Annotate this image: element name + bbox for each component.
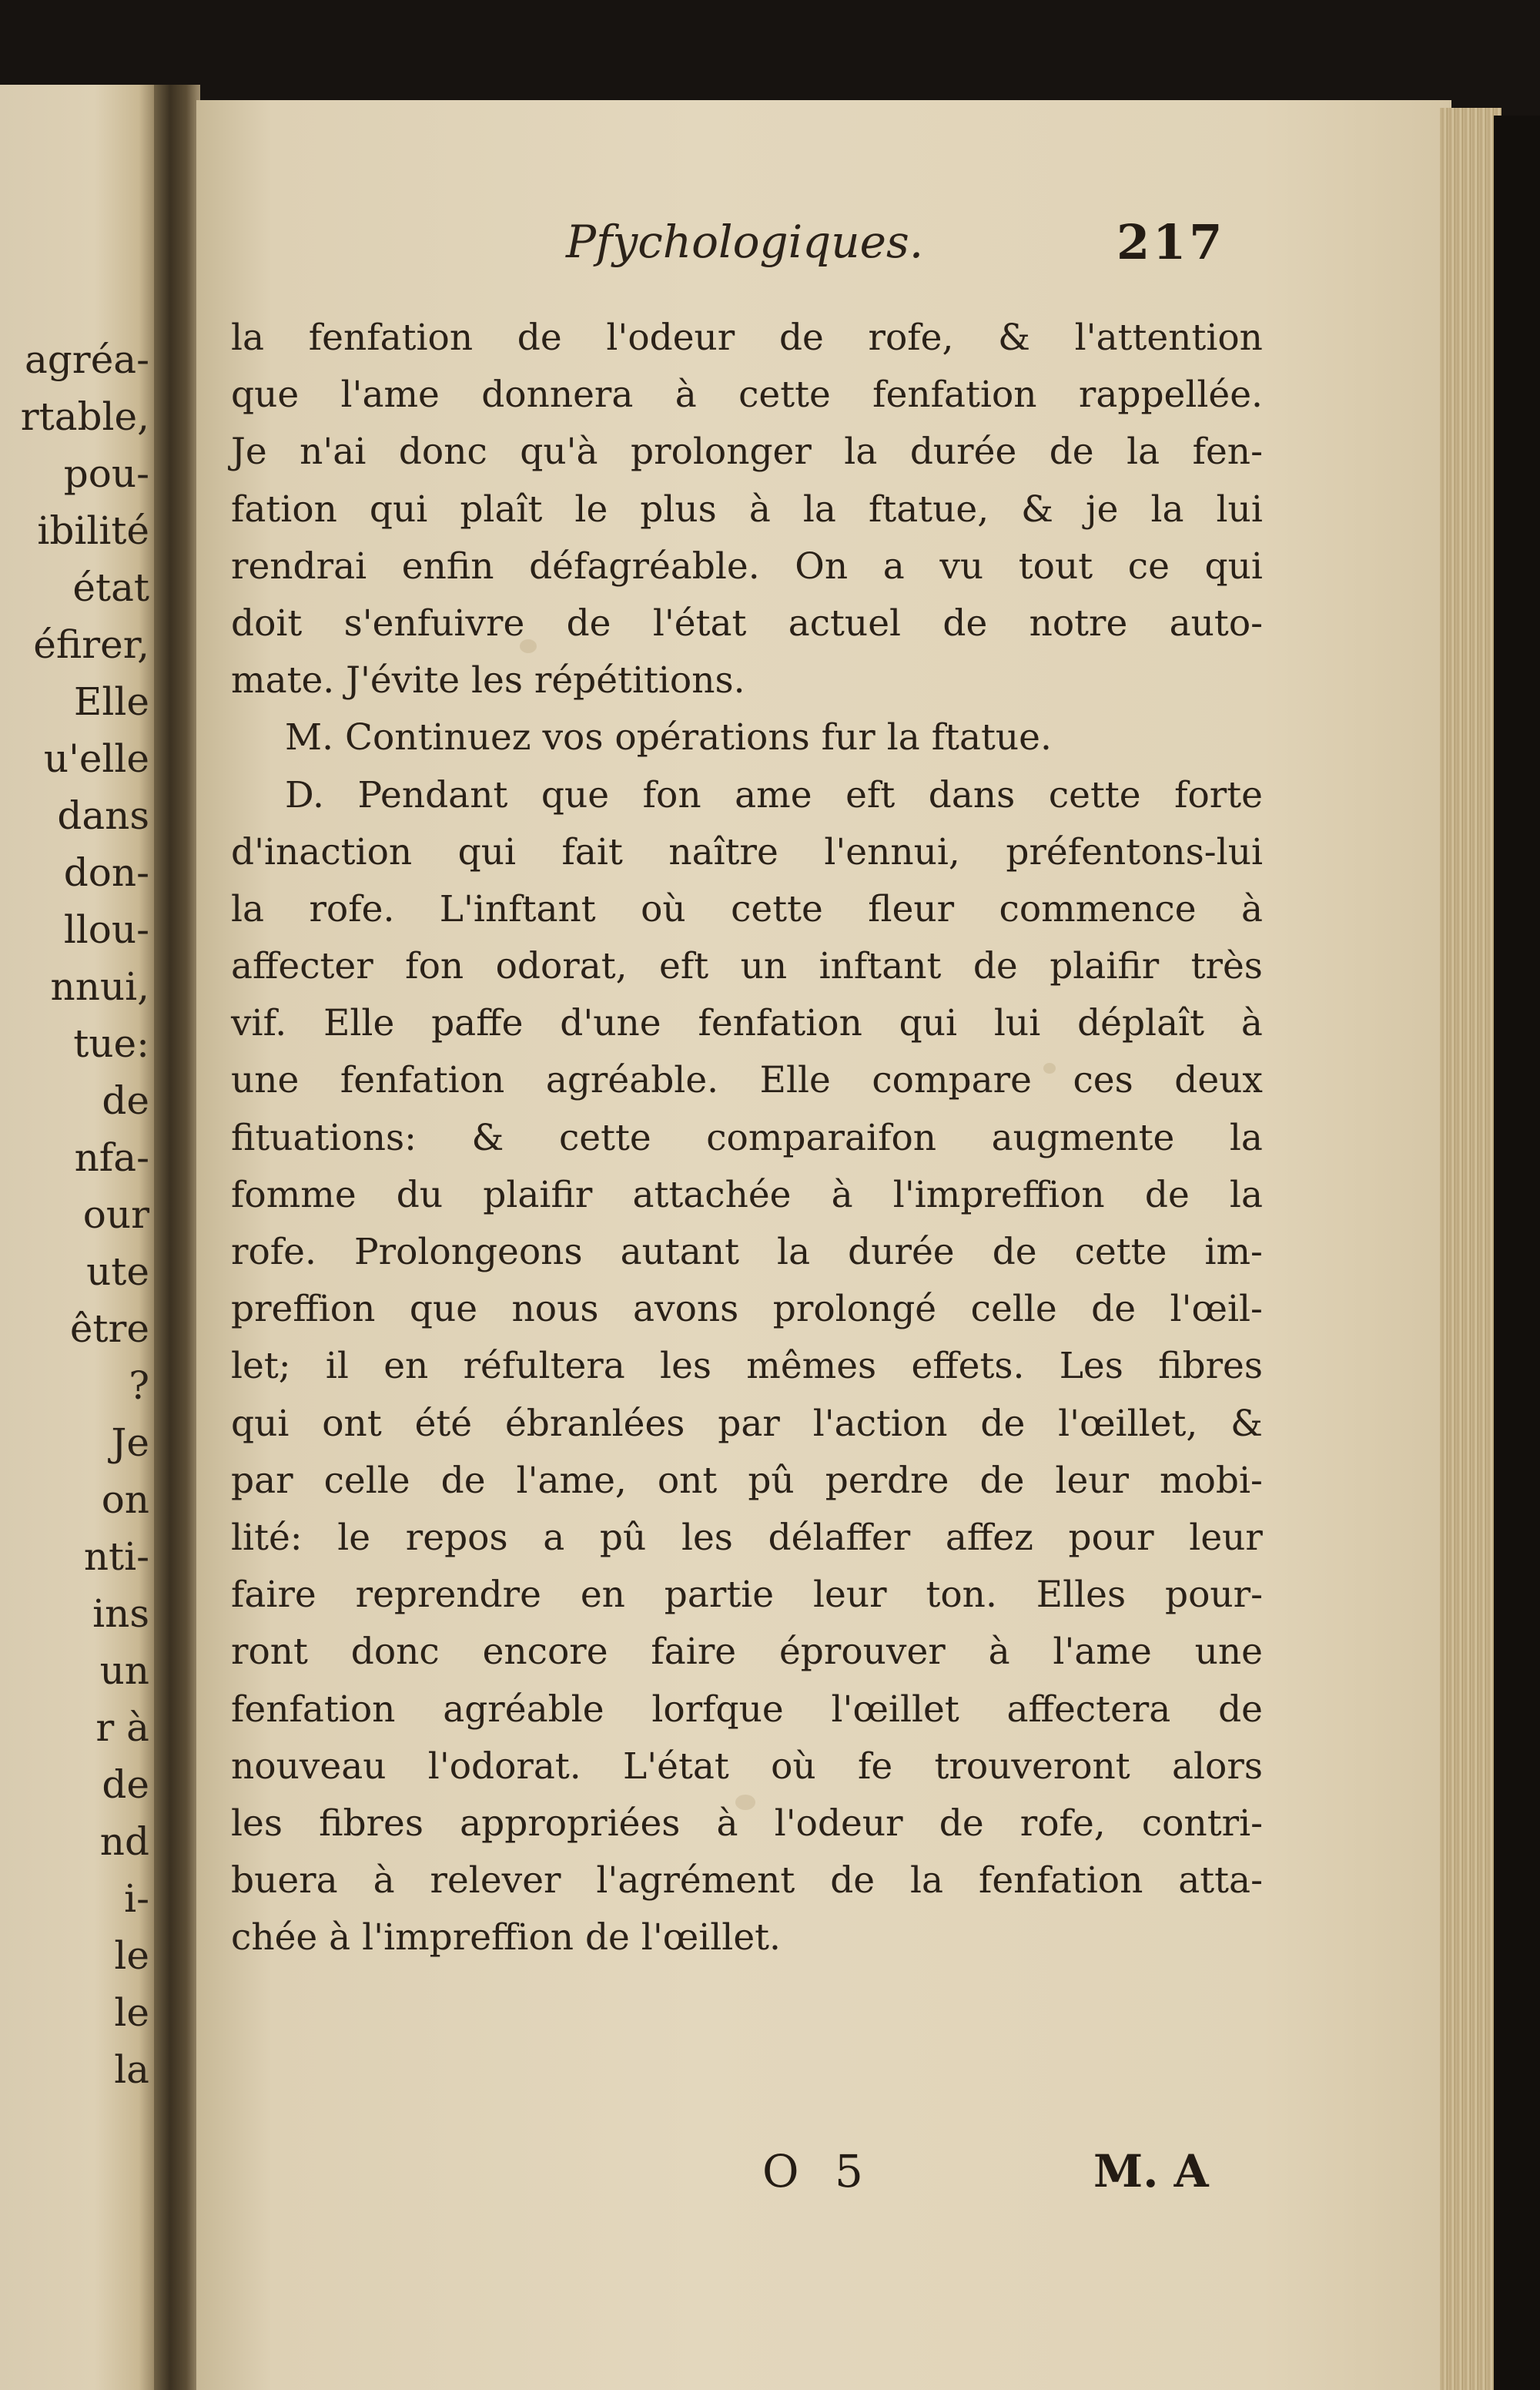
text-line: mate. J'évite les répétitions. xyxy=(231,659,745,702)
text-line: fenfation agréable lorfque l'œillet affectera de xyxy=(231,1688,1263,1731)
text-line: doit s'enfuivre de l'état actuel de notre auto- xyxy=(231,602,1263,645)
left-page-line-fragment: nd xyxy=(99,1819,149,1864)
left-page-line-fragment: Je xyxy=(111,1420,149,1465)
text-line: qui ont été ébranlées par l'action de l'œillet, & xyxy=(231,1402,1263,1445)
left-page-text-fragments xyxy=(0,331,154,2098)
text-line: preffion que nous avons prolongé celle de l'œil- xyxy=(231,1288,1263,1331)
left-page-line-fragment: éfirer, xyxy=(33,622,149,667)
text-line: d'inaction qui fait naître l'ennui, préfentons-lui xyxy=(231,830,1263,873)
left-page-line-fragment: ins xyxy=(92,1591,149,1636)
left-page-line-fragment: pou- xyxy=(63,451,149,496)
left-page-line-fragment: nfa- xyxy=(74,1135,149,1180)
left-page-line-fragment: un xyxy=(99,1648,149,1693)
left-page-line-fragment: état xyxy=(72,565,149,610)
page-footer xyxy=(196,2145,1451,2207)
left-page-line-fragment: le xyxy=(114,1990,149,2035)
text-line: buera à relever l'agrément de la fenfation atta- xyxy=(231,1859,1263,1902)
text-line: D. Pendant que fon ame eft dans cette forte xyxy=(285,773,1263,816)
left-page-line-fragment: i- xyxy=(124,1876,149,1921)
text-line: lité: le repos a pû les délaffer affez pour leur xyxy=(231,1516,1263,1559)
left-page-line-fragment: de xyxy=(102,1762,149,1807)
left-page-line-fragment: llou- xyxy=(63,907,149,952)
text-line: nouveau l'odorat. L'état où fe trouveront alors xyxy=(231,1745,1263,1788)
left-page-line-fragment: nnui, xyxy=(50,964,149,1009)
text-line: rendrai enfin défagréable. On a vu tout ce qui xyxy=(231,545,1263,588)
text-line: chée à l'impreffion de l'œillet. xyxy=(231,1916,781,1959)
left-page-line-fragment: our xyxy=(82,1192,149,1237)
text-line: une fenfation agréable. Elle compare ces deux xyxy=(231,1059,1263,1102)
text-line: la rofe. L'inftant où cette fleur commence à xyxy=(231,887,1263,930)
left-page-line-fragment: agréa- xyxy=(24,337,149,382)
left-page-line-fragment: être xyxy=(69,1306,149,1351)
text-line: rofe. Prolongeons autant la durée de cette im- xyxy=(231,1231,1263,1273)
left-page-line-fragment: la xyxy=(114,2047,149,2092)
text-line: la fenfation de l'odeur de rofe, & l'attention xyxy=(231,317,1263,359)
text-line: M. Continuez vos opérations fur la ftatue. xyxy=(285,716,1052,759)
text-line: que l'ame donnera à cette fenfation rappellée. xyxy=(231,374,1263,417)
left-page-line-fragment: ibilité xyxy=(37,508,149,553)
left-page-line-fragment: dans xyxy=(57,793,149,838)
page-block-edges xyxy=(1440,108,1502,2390)
text-line: let; il en réfultera les mêmes effets. Les fibres xyxy=(231,1345,1263,1388)
text-line: faire reprendre en partie leur ton. Elles pour- xyxy=(231,1574,1263,1617)
left-page-line-fragment: ? xyxy=(129,1363,149,1408)
left-page-line-fragment: r à xyxy=(95,1705,149,1750)
background-shadow xyxy=(1494,116,1540,2390)
catchword: M. A xyxy=(1093,2145,1209,2197)
left-page-line-fragment: tue: xyxy=(73,1021,149,1066)
left-page-line-fragment: on xyxy=(101,1477,149,1522)
left-page-line-fragment: nti- xyxy=(83,1534,149,1579)
text-line: par celle de l'ame, ont pû perdre de leur mobi- xyxy=(231,1459,1263,1502)
running-head-title: Pfychologiques. xyxy=(566,216,924,268)
text-line: Je n'ai donc qu'à prolonger la durée de la fen- xyxy=(231,431,1263,474)
left-page-line-fragment: don- xyxy=(63,850,149,895)
text-line: fomme du plaifir attachée à l'impreffion de la xyxy=(231,1173,1263,1216)
text-line: ront donc encore faire éprouver à l'ame une xyxy=(231,1631,1263,1674)
left-page-line-fragment: le xyxy=(114,1933,149,1978)
left-page-line-fragment: rtable, xyxy=(20,394,149,439)
left-page-line-fragment: u'elle xyxy=(43,736,149,781)
text-line: vif. Elle paffe d'une fenfation qui lui déplaît à xyxy=(231,1002,1263,1045)
text-line: fituations: & cette comparaifon augmente la xyxy=(231,1116,1263,1159)
running-head xyxy=(196,216,1451,285)
left-page-line-fragment: de xyxy=(102,1078,149,1123)
book-gutter xyxy=(154,85,200,2390)
text-line: les fibres appropriées à l'odeur de rofe, contri- xyxy=(231,1802,1263,1845)
left-facing-page xyxy=(0,85,158,2390)
right-page xyxy=(196,100,1451,2390)
page-number: 217 xyxy=(1116,214,1226,270)
left-page-line-fragment: Elle xyxy=(73,679,149,724)
signature-mark: O 5 xyxy=(762,2145,874,2197)
text-line: fation qui plaît le plus à la ftatue, & je la lui xyxy=(231,488,1263,531)
text-line: affecter fon odorat, eft un inftant de plaifir très xyxy=(231,945,1263,988)
body-text xyxy=(231,310,1263,1966)
left-page-line-fragment: ute xyxy=(86,1249,149,1294)
